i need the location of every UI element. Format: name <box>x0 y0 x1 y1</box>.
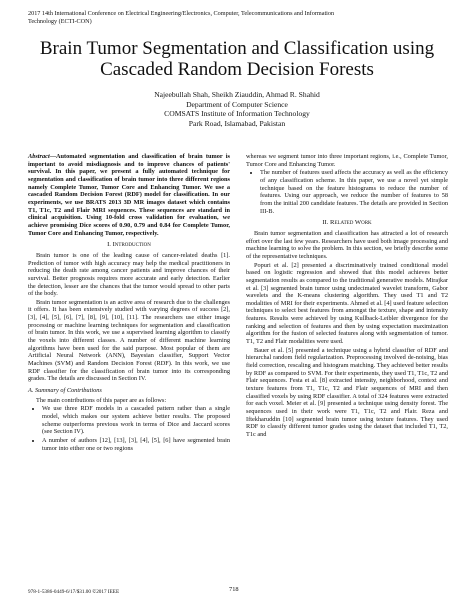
related-paragraph-1: Brain tumor segmentation and classification has attracted a lot of research effort over the last few years. Researchers have used both image processing and machine learning to solve the problem. In this section, we briefly describe some of the representative techniques. <box>246 229 448 260</box>
contribution-item: • The number of features used affects the accuracy as well as the efficiency of any classification scheme. In this paper, we use a novel yet simple technique based on the feature histograms to reduce the number of features. Using our approach, we reduce the number of features to 58 from the initial 200 candidate features. The details are provided in Section III-B. <box>260 169 448 215</box>
copyright-footer: 978-1-5386-0449-6/17/$31.00 ©2017 IEEE <box>28 589 120 595</box>
author-department: Department of Computer Science <box>186 99 288 109</box>
intro-paragraph-1: Brain tumor is one of the leading cause of cancer-related deaths [1]. Prediction of tumor with high accuracy may help the medical practitioners in reducing the death rate among cancer patients and improve chances of their survival. Better prognosis requires more accurate and early detection. Earlier the detection, lesser are the chances that the tumor would spread to other parts of the body. <box>28 251 230 298</box>
contribution-continuation: whereas we segment tumor into three important regions, i.e., Complete Tumor, Tumor Core and Enhancing Tumor. <box>246 153 448 168</box>
related-paragraph-2: Popuri et al. [2] presented a discriminatively trained conditional model based on logistic regression and showed that this model achieves better segmentation results as compared to the traditional generative models. Mirajkar et al. [3] segmented brain tumor using undecimated wavelet transform, Gabor wavelets and the K-means clustering algorithm. They used T1 and T2 modalities of MRI for their experiments. Ahmed et al. [4] used feature selection techniques to select best features from amongst the texture, shape and intensity features. Results were achieved by using Kullback-Leibler divergence for the ranking and selection of features and then by using expectation maximization algorithm for the fusion of selected features along with segmentation of tumor. T1, T2 and Flair modalities were used. <box>246 261 448 346</box>
intro-paragraph-2: Brain tumor segmentation is an active area of research due to the challenges it offers. It has been extensively studied with varying degrees of success [2], [3], [4], [5], [6], [7], [8], [9], [10], [11]. The researchers use either image processing or machine learning techniques for segmentation and classification of brain tumor. In this work, we use a supervised learning algorithm to classify the voxels into different classes. A number of different machine learning algorithms have been used for the said purpose. Most popular of them are Artificial Neural Network (ANN), Bayesian classifier, Support Vector Machines (SVM) and Random Decision Forest (RDF). In this work, we use RDF classifier for the classification of brain tumor into its corresponding grades. The details are discussed in Section IV. <box>28 298 230 383</box>
contributions-list-continued <box>246 169 448 215</box>
author-names: Najeebullah Shah, Sheikh Ziauddin, Ahmad R. Shahid <box>154 90 320 99</box>
abstract <box>28 153 230 237</box>
contribution-item: • We use three RDF models in a cascaded pattern rather than a single model, which makes our system achieve better results. The proposed scheme outperforms previous work in terms of Dice and Jaccard scores (see Section IV). <box>42 405 230 436</box>
section-heading-introduction: I. Introduction <box>107 241 151 249</box>
paper-title: Brain Tumor Segmentation and Classification using Cascaded Random Decision Forests <box>39 38 435 80</box>
right-column <box>246 153 448 440</box>
author-block <box>20 90 454 128</box>
subsection-heading-contributions: A. Summary of Contributions <box>28 387 102 395</box>
page-number: 718 <box>229 586 239 593</box>
conference-header: 2017 14th International Conference on Electrical Engineering/Electronics, Computer, Telecommunications and Information Technology (ECTI-CON) <box>28 10 335 25</box>
abstract-text: —Automated segmentation and classification of brain tumor is important to avoid misdiagnosis and to improve chances of patients' survival. In this paper, we present a fully automated technique for segmentation and classification of brain tumor into three different regions namely Complete Tumor, Tumor Core and Enhancing Tumor. We use a cascaded Random Decision Forest (RDF) model for classification. In our experiments, we use BRATS 2013 3D MR images dataset which contains T1, T1c, T2 and Flair MRI sequences. These sequences are standard in clinical acquisition. Using 10-fold cross validation for evaluation, we achieve promising Dice scores of 0.90, 0.79 and 0.84 for Complete Tumor, Tumor Core and Enhancing Tumor, respectively. <box>28 153 230 237</box>
contributions-list <box>28 405 230 452</box>
left-column <box>28 153 230 454</box>
abstract-label: Abstract <box>28 153 50 160</box>
author-institution: COMSATS Institute of Information Technology <box>164 109 310 119</box>
contributions-intro: The main contributions of this paper are as follows: <box>36 396 167 404</box>
contribution-item: • A number of authors [12], [13], [3], [4], [5], [6] have segmented brain tumor into either one or two regions <box>42 437 230 452</box>
author-address: Park Road, Islamabad, Pakistan <box>188 118 286 128</box>
section-heading-related-work: II. Related Work <box>322 219 372 227</box>
related-paragraph-3: Bauer et al. [5] presented a technique using a hybrid classifier of RDF and hierarchal random field regularization. Preprocessing involved de-noising, bias field correction, rescaling and histogram matching. They achieved better results by RDF as compared to SVM. For their experiments, they used T1, T1c, T2 and Flair sequences. Festa et al. [8] extracted intensity, neighborhood, context and texture features from T1, T1c, T2 and Flair sequences of MRI and then classified voxels by using RDF classifier. A total of 324 features were extracted for each voxel. Meier et al. [9] presented a technique using density forest. The sequences used in their work were T1, T1c, T2 and Flair. Reza and Iftekharuddin [10] segmented brain tumor using texture features. They used RDF to classify different tumor grades using the dataset that included T1, T2, T1c and <box>246 346 448 438</box>
